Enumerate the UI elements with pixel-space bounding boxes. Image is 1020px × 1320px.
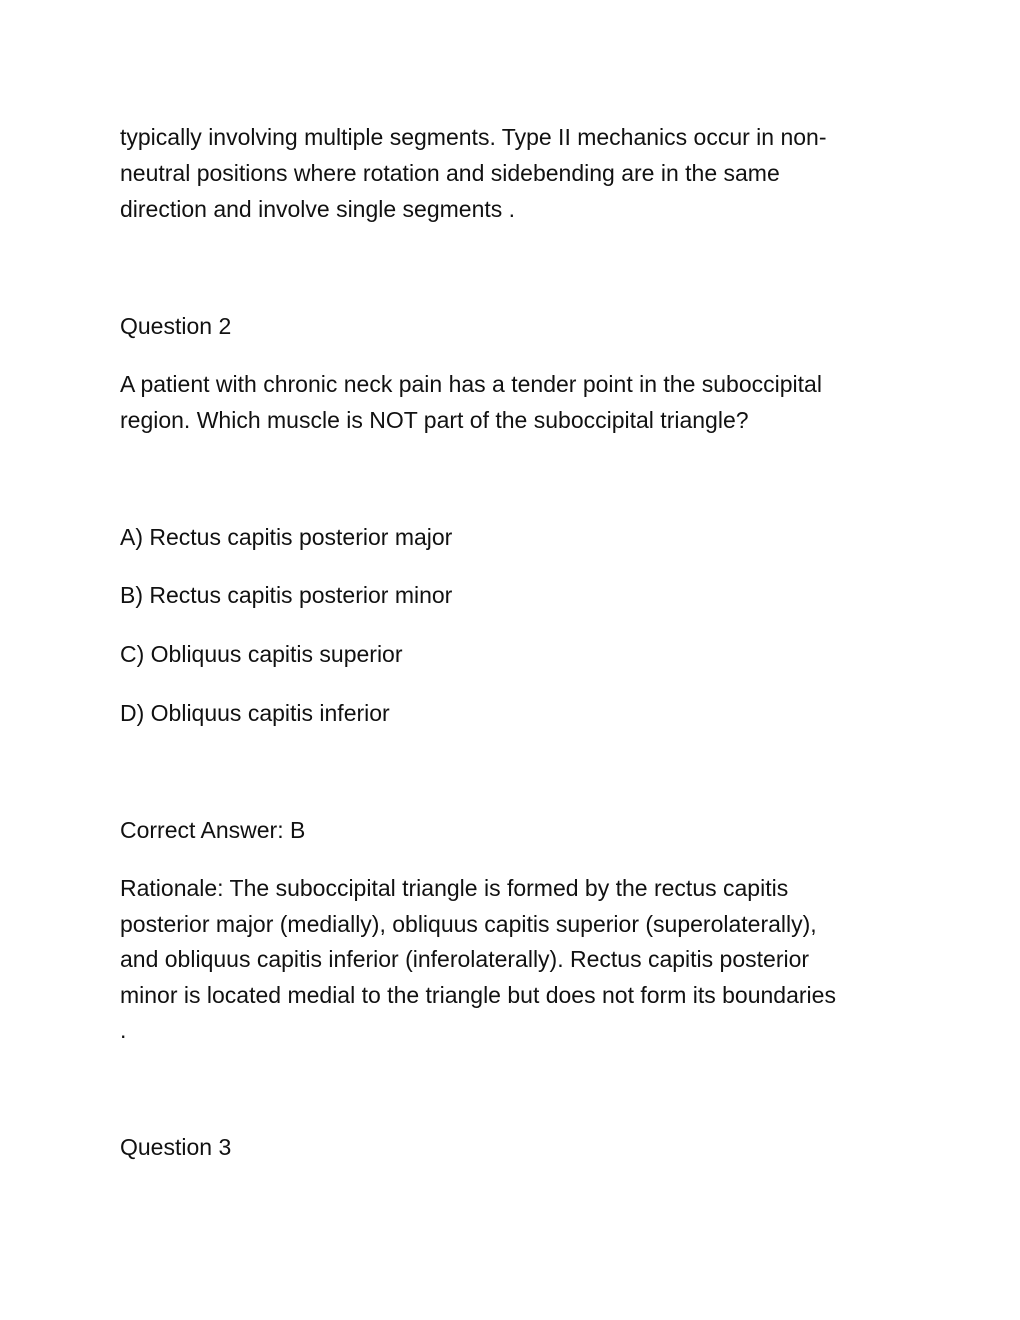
continuation-text-line: neutral positions where rotation and sidebending are in the same xyxy=(120,160,780,186)
rationale-line: posterior major (medially), obliquus capitis superior (superolaterally), xyxy=(120,911,817,937)
question-3-heading: Question 3 xyxy=(120,1134,232,1160)
continuation-text-line: typically involving multiple segments. Type II mechanics occur in non- xyxy=(120,124,827,150)
answer-option-c: C) Obliquus capitis superior xyxy=(120,641,403,667)
answer-option-b: B) Rectus capitis posterior minor xyxy=(120,582,453,608)
question-2-stem-line: A patient with chronic neck pain has a tender point in the suboccipital xyxy=(120,371,822,397)
rationale-line: Rationale: The suboccipital triangle is formed by the rectus capitis xyxy=(120,875,789,901)
answer-option-d: D) Obliquus capitis inferior xyxy=(120,700,390,726)
rationale-line: and obliquus capitis inferior (inferolaterally). Rectus capitis posterior xyxy=(120,946,810,972)
correct-answer: Correct Answer: B xyxy=(120,817,306,843)
question-2-stem-line: region. Which muscle is NOT part of the suboccipital triangle? xyxy=(120,407,749,433)
question-2-heading: Question 2 xyxy=(120,313,232,339)
continuation-text-line: direction and involve single segments . xyxy=(120,196,516,222)
answer-option-a: A) Rectus capitis posterior major xyxy=(120,524,453,550)
rationale-line: minor is located medial to the triangle but does not form its boundaries xyxy=(120,982,836,1008)
rationale-line: . xyxy=(120,1017,127,1043)
